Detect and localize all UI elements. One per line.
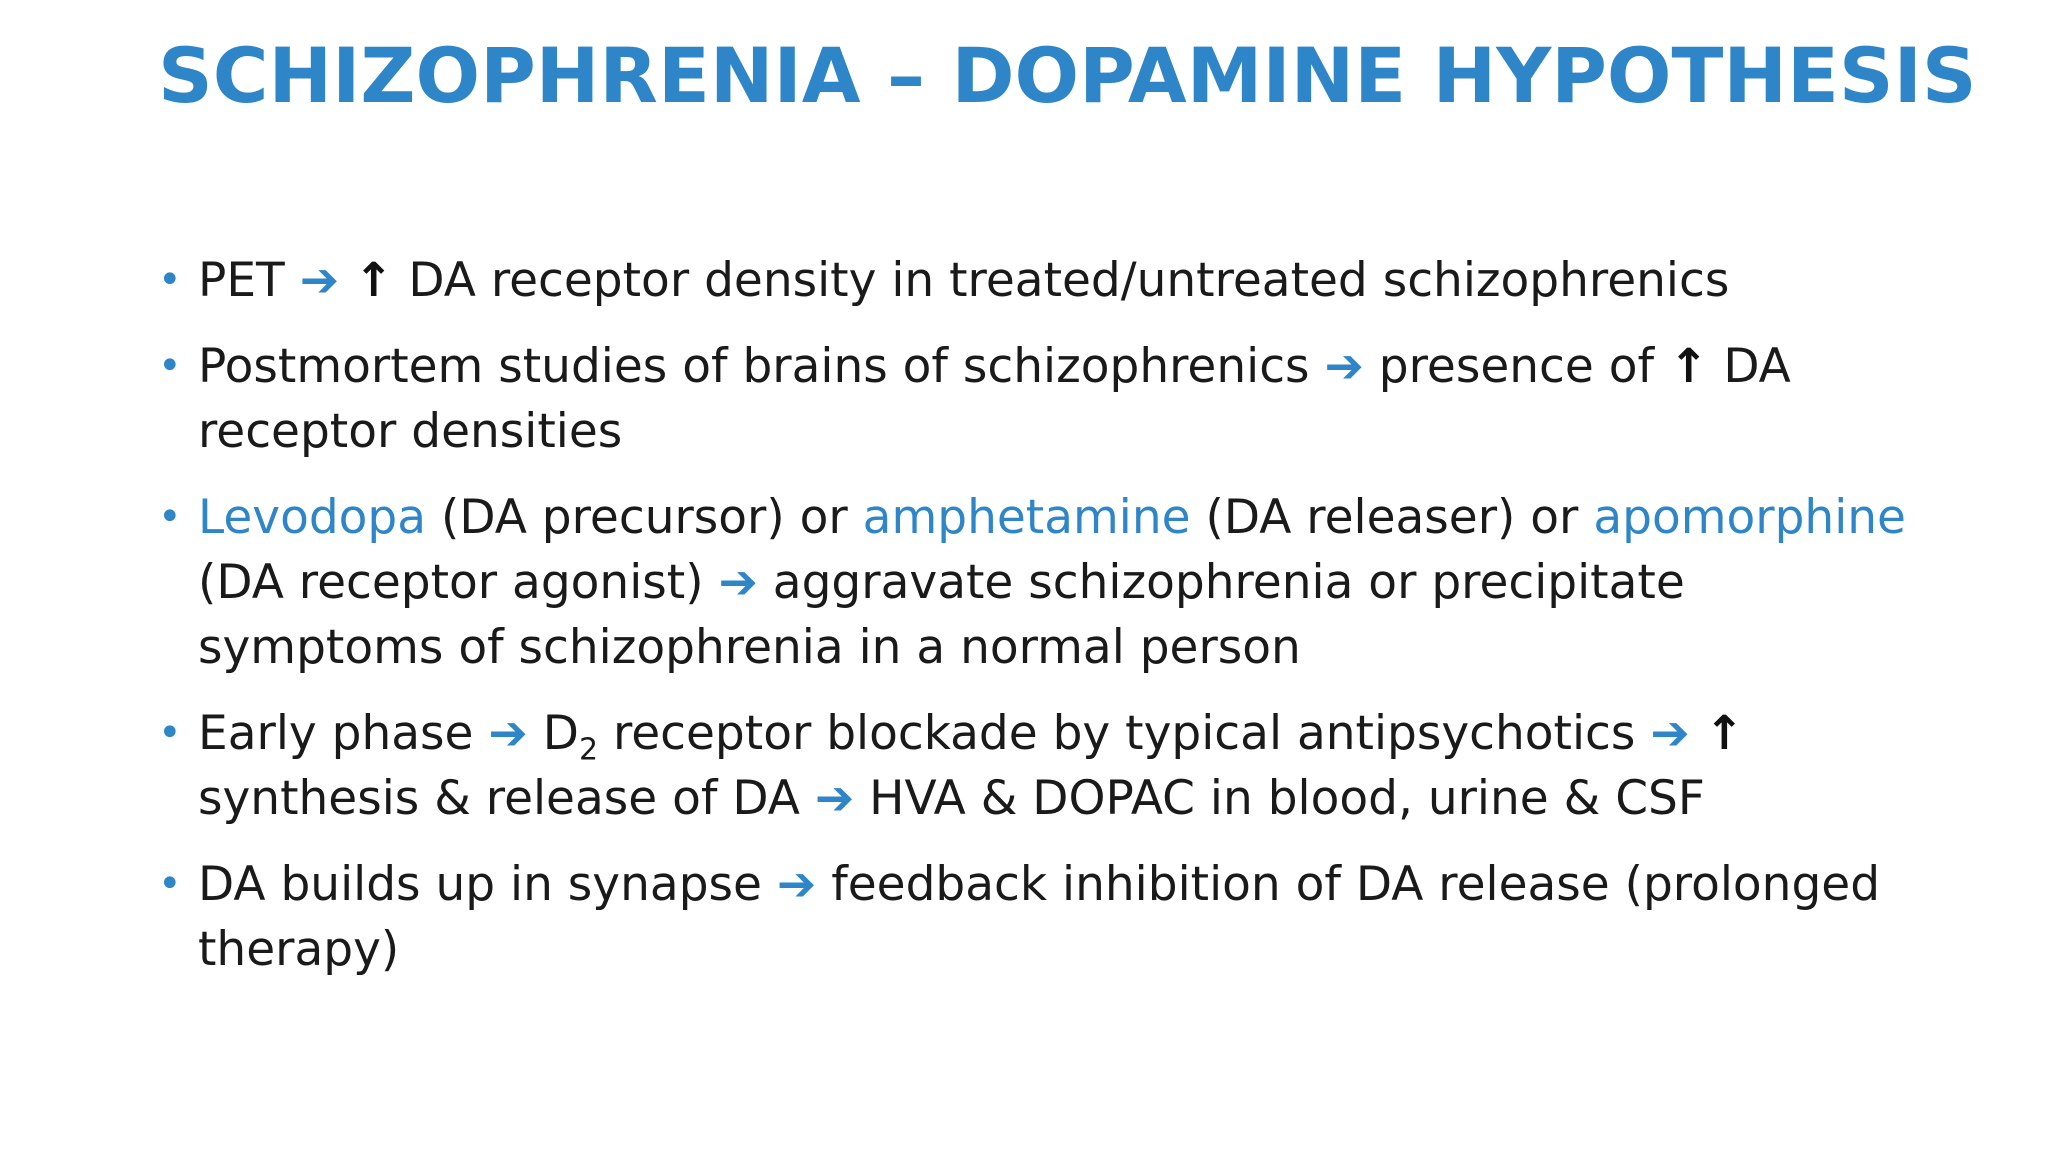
bullet-dot-icon: • [158, 710, 182, 756]
drug-name-amphetamine: amphetamine [862, 490, 1191, 545]
bullet-text: aggravate schizophrenia or precipitate symptoms of schizophrenia in a normal person [198, 555, 1685, 675]
bullet-dot-icon: • [158, 494, 182, 540]
bullet-text: (DA receptor agonist) [198, 555, 719, 610]
bullet-text: D [527, 706, 579, 761]
bullet-item-pet [158, 248, 1918, 313]
arrow-right-icon: ➔ [814, 771, 855, 826]
bullet-list [158, 248, 1918, 1003]
bullet-text: HVA & DOPAC in blood, urine & CSF [854, 771, 1705, 826]
bullet-text: (DA precursor) or [426, 490, 863, 545]
bullet-text: Early phase [198, 706, 489, 761]
arrow-up-icon: ↑ [1668, 339, 1709, 394]
drug-name-levodopa: Levodopa [198, 490, 427, 545]
bullet-item-early-phase [158, 701, 1918, 831]
arrow-right-icon: ➔ [299, 253, 340, 308]
arrow-right-icon: ➔ [1324, 339, 1364, 394]
bullet-text: (DA releaser) or [1190, 490, 1594, 545]
bullet-item-buildup [158, 852, 1918, 982]
slide-title: SCHIZOPHRENIA – DOPAMINE HYPOTHESIS [158, 31, 1977, 120]
arrow-up-icon: ↑ [354, 253, 394, 308]
arrow-right-icon: ➔ [488, 706, 528, 761]
bullet-text: receptor blockade by typical antipsychotics [598, 706, 1651, 761]
arrow-right-icon: ➔ [776, 857, 817, 912]
arrow-right-icon: ➔ [1650, 706, 1690, 761]
bullet-text: Postmortem studies of brains of schizophrenics [198, 339, 1325, 394]
bullet-text: DA receptor densities [198, 339, 1791, 459]
bullet-text: DA receptor density in treated/untreated schizophrenics [393, 253, 1730, 308]
drug-name-apomorphine: apomorphine [1593, 490, 1906, 545]
bullet-dot-icon: • [158, 343, 182, 389]
bullet-text: PET [198, 253, 300, 308]
bullet-text: presence of [1363, 339, 1669, 394]
arrow-right-icon: ➔ [718, 555, 758, 610]
bullet-text: DA builds up in synapse [198, 857, 777, 912]
bullet-item-postmortem [158, 334, 1918, 464]
arrow-up-icon: ↑ [1704, 706, 1745, 761]
subscript: 2 [578, 732, 599, 768]
bullet-dot-icon: • [158, 861, 182, 907]
bullet-item-drugs [158, 485, 1918, 680]
bullet-text: feedback inhibition of DA release (prolonged therapy) [198, 857, 1881, 977]
bullet-dot-icon: • [158, 257, 182, 303]
bullet-text: synthesis & release of DA [198, 771, 815, 826]
